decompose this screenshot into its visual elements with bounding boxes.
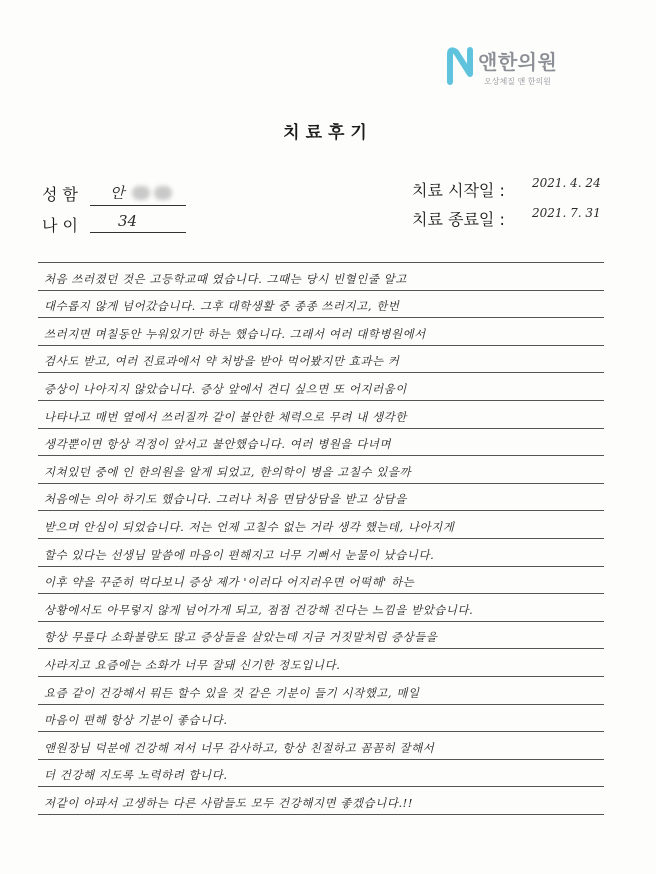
- name-label: 성 함: [42, 185, 78, 204]
- handwritten-line: 받으며 안심이 되었습니다. 저는 언제 고칠수 없는 거라 생각 했는데, 나아지게: [44, 520, 455, 534]
- handwritten-line: 저같이 아파서 고생하는 다른 사람들도 모두 건강해지면 좋겠습니다.!!: [44, 796, 414, 810]
- ruled-line: [38, 483, 604, 484]
- end-date-label: 치료 종료일 :: [412, 210, 505, 229]
- name-underline: [90, 205, 186, 206]
- ruled-line: [38, 455, 604, 456]
- handwritten-line: 처음 쓰러졌던 것은 고등학교때 였습니다. 그때는 당시 빈혈인줄 알고: [44, 271, 407, 286]
- handwritten-line: 대수롭지 않게 넘어갔습니다. 그후 대학생활 중 종종 쓰러지고, 한번: [44, 299, 400, 314]
- handwritten-line: 증상이 나아지지 않았습니다. 증상 앞에서 견디 싶으면 또 어지러움이: [44, 382, 407, 396]
- handwritten-line: 더 건강해 지도록 노력하려 합니다.: [44, 768, 228, 783]
- handwritten-line: 지쳐있던 중에 인 한의원을 알게 되었고, 한의학이 병을 고칠수 있을까: [44, 464, 412, 479]
- handwritten-line: 처음에는 의아 하기도 했습니다. 그러나 처음 면담상담을 받고 상담을: [44, 492, 407, 507]
- logo-tagline: 오상체질 앤 한의원: [484, 77, 551, 86]
- ruled-line: [38, 372, 604, 373]
- ruled-line: [38, 814, 604, 815]
- handwritten-line: 항상 무릎다 소화불량도 많고 증상들을 살았는데 지금 거짓말처럼 증상들을: [44, 630, 438, 645]
- handwritten-line: 할수 있다는 선생님 말씀에 마음이 편해지고 너무 기뻐서 눈물이 났습니다.: [44, 547, 435, 562]
- handwritten-line: 쓰러지면 며칠동안 누워있기만 하는 했습니다. 그래서 여러 대학병원에서: [44, 326, 426, 341]
- handwritten-line: 상황에서도 아무렇지 않게 넘어가게 되고, 점점 건강해 진다는 느낌을 받았습니다.: [44, 602, 474, 617]
- ruled-line: [38, 317, 604, 318]
- logo-brand: 앤한의원: [478, 50, 558, 74]
- age-underline: [90, 232, 186, 233]
- ruled-line: [38, 676, 604, 677]
- handwritten-line: 사라지고 요즘에는 소화가 너무 잘돼 신기한 정도입니다.: [44, 658, 341, 672]
- ruled-line: [38, 704, 604, 705]
- ruled-line: [38, 648, 604, 649]
- ruled-line: [38, 262, 604, 263]
- ruled-line: [38, 731, 604, 732]
- name-value: 안: [110, 184, 125, 202]
- ruled-line: [38, 786, 604, 787]
- page-title: 치료후기: [283, 123, 373, 143]
- age-label: 나 이: [42, 216, 78, 235]
- ruled-line: [38, 621, 604, 622]
- ruled-line: [38, 400, 604, 401]
- end-date-value: 2021. 7. 31: [532, 206, 601, 220]
- redacted-name: [132, 186, 150, 200]
- ruled-line: [38, 290, 604, 291]
- start-date-label: 치료 시작일 :: [412, 181, 505, 200]
- ruled-line: [38, 345, 604, 346]
- handwritten-line: 이후 약을 꾸준히 먹다보니 증상 제가 '이러다 어지러우면 어떡해' 하는: [44, 575, 415, 590]
- clinic-logo: [444, 44, 614, 94]
- ruled-line: [38, 510, 604, 511]
- ruled-line: [38, 566, 604, 567]
- handwritten-line: 검사도 받고, 여러 진료과에서 약 처방을 받아 먹어봤지만 효과는 커: [44, 354, 400, 369]
- handwritten-line: 생각뿐이면 항상 걱정이 앞서고 불안했습니다. 여러 병원을 다녀며: [44, 437, 392, 452]
- handwritten-line: 마음이 편해 항상 기분이 좋습니다.: [44, 713, 228, 728]
- handwritten-line: 요즘 같이 건강해서 뭐든 할수 있을 것 같은 기분이 들기 시작했고, 매일: [44, 685, 420, 700]
- age-value: 34: [118, 212, 138, 230]
- handwritten-line: 앤원장님 덕분에 건강해 져서 너무 감사하고, 항상 친절하고 꼼꼼히 잘해서: [44, 740, 435, 755]
- ruled-line: [38, 538, 604, 539]
- ruled-line: [38, 428, 604, 429]
- ruled-line: [38, 593, 604, 594]
- ruled-line: [38, 759, 604, 760]
- start-date-value: 2021. 4. 24: [532, 176, 601, 190]
- redacted-name: [154, 186, 172, 200]
- handwritten-line: 나타나고 매번 옆에서 쓰러질까 같이 불안한 체력으로 무려 내 생각한: [44, 409, 407, 424]
